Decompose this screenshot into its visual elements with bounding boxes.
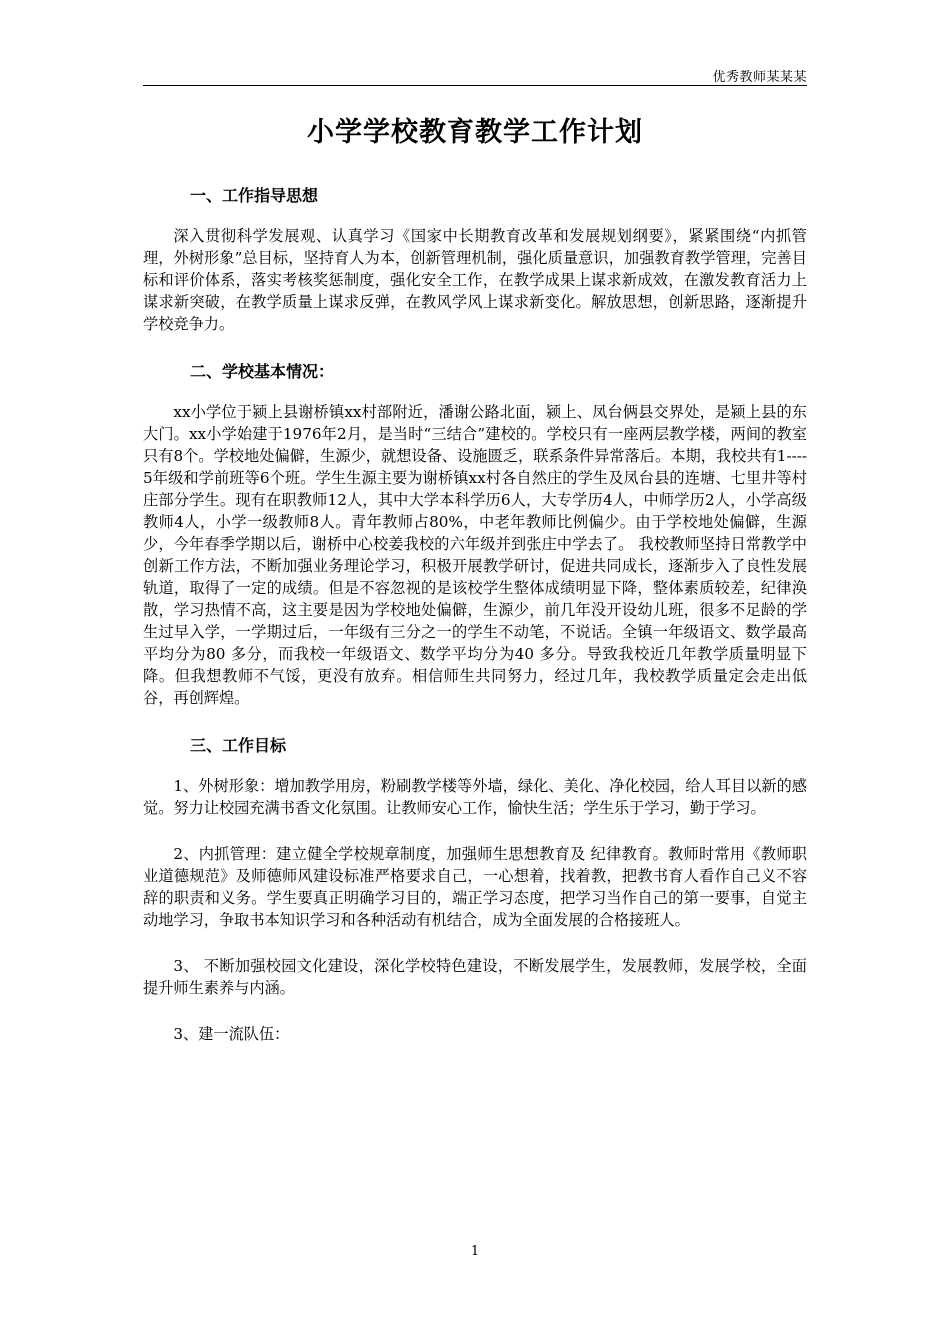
document-body (143, 113, 807, 1069)
section-heading: 二、学校基本情况： (190, 362, 335, 381)
section-paragraph: xx小学位于颍上县谢桥镇xx村部附近，潘谢公路北面，颍上、凤台俩县交界处，是颍上县的东大门。xx小学始建于1976年2月，是当时“三结合”建校的。学校只有一座两层教学楼，两间的教室只有8个。学校地处偏僻，生源少，就想设备、设施匮乏，联系条件异常落后。本期，我校共有1----5年级和学前班等6个班。学生生源主要为谢桥镇xx村各自然庄的学生及凤台县的连塘、七里井等村庄部分学生。现有在职教师12人，其中大学本科学历6人，大专学历4人，中师学历2人，小学高级教师4人，小学一级教师8人。青年教师占80%，中老年教师比例偏少。由于学校地处偏僻，生源少，今年春季学期以后，谢桥中心校姜我校的六年级并到张庄中学去了。 我校教师坚持日常教学中创新工作方法，不断加强业务理论学习，积极开展教学研讨，促进共同成长，逐渐步入了良性发展轨道，取得了一定的成绩。但是不容忽视的是该校学生整体成绩明显下降，整体素质较差，纪律涣散，学习热情不高，这主要是因为学校地处偏僻，生源少，前几年没开设幼儿班，很多不足龄的学生过早入学，一学期过后，一年级有三分之一的学生不动笔，不说话。全镇一年级语文、数学最高平均分为80 多分，而我校一年级语文、数学平均分为40 多分。导致我校近几年教学质量明显下降。但我想教师不气馁，更没有放弃。相信师生共同努力，经过几年，我校教学质量定会走出低谷，再创辉煌。 (143, 403, 807, 707)
section-paragraph: 3、 不断加强校园文化建设，深化学校特色建设，不断发展学生，发展教师，发展学校，全面提升师生素养与内涵。 (143, 957, 807, 997)
section-paragraph: 3、建一流队伍： (173, 1025, 290, 1043)
section-paragraph: 深入贯彻科学发展观、认真学习《国家中长期教育改革和发展规划纲要》，紧紧围绕“内抓管理，外树形象”总目标，坚持育人为本，创新管理机制，强化质量意识，加强教育教学管理，完善目标和评价体系，落实考核奖惩制度，强化安全工作，在教学成果上谋求新成效，在激发教育活力上谋求新突破，在教学质量上谋求反弹，在教风学风上谋求新变化。解放思想，创新思路，逐渐提升学校竞争力。 (143, 227, 807, 333)
section-paragraph: 1、外树形象：增加教学用房，粉刷教学楼等外墙，绿化、美化、净化校园，给人耳目以新的感觉。努力让校园充满书香文化氛围。让教师安心工作，愉快生活；学生乐于学习，勤于学习。 (143, 777, 807, 817)
section-heading: 三、工作目标 (190, 736, 287, 755)
header-divider (143, 85, 807, 86)
section-heading: 一、工作指导思想 (190, 186, 319, 205)
section-paragraph: 2、内抓管理：建立健全学校规章制度，加强师生思想教育及 纪律教育。教师时常用《教师职业道德规范》及师德师风建设标准严格要求自己，一心想着，找着教，把教书育人看作自己义不容辞的职责和义务。学生要真正明确学习目的，端正学习态度，把学习当作自己的第一要事，自觉主动地学习，争取书本知识学习和各种活动有机结合，成为全面发展的合格接班人。 (143, 845, 807, 929)
page-number: 1 (470, 1244, 480, 1259)
document-title: 小学学校教育教学工作计划 (307, 117, 643, 148)
header-author: 优秀教师某某某 (712, 70, 807, 85)
